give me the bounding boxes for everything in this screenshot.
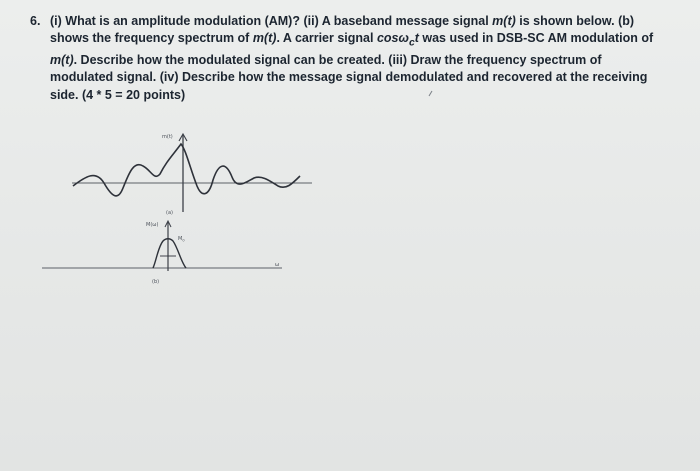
- question-math: cosω: [376, 31, 409, 46]
- spectrum-x-label: ω: [275, 262, 280, 268]
- question-segment: (i) What is an amplitude modulation (AM)? (ii) A baseband message signal: [50, 14, 493, 28]
- question-segment: is shown below. (b): [515, 14, 635, 28]
- time-domain-plot: [72, 134, 312, 216]
- question-math: t: [414, 31, 419, 46]
- time-caption: (a): [166, 210, 173, 216]
- pen-mark: [429, 91, 432, 96]
- question-segment: was used in DSB-SC AM modulation of: [418, 31, 654, 46]
- spectrum-plot: [42, 221, 282, 285]
- question-segment: . Describe how the modulated signal can be created. (iii) Draw the frequency spectrum of: [73, 53, 602, 68]
- spectrum-axis-label: M(ω): [146, 222, 159, 228]
- question-segment: shows the frequency spectrum of: [50, 31, 253, 46]
- spectrum-peak-label-main: M: [178, 236, 183, 242]
- question-segment: modulated signal. (iv) Describe how the message signal demodulated and recovered at the receiving: [50, 70, 648, 85]
- spectrum-peak-label-sub: 0: [182, 238, 185, 243]
- spectrum-curve: [153, 239, 186, 268]
- spectrum-caption: (b): [152, 279, 160, 285]
- question-math: m(t): [252, 31, 277, 46]
- question-math: c: [408, 37, 415, 49]
- message-signal-curve: [73, 144, 300, 196]
- question-math: m(t): [50, 53, 74, 68]
- question-segment: side. (4 * 5 = 20 points): [50, 87, 186, 102]
- time-axis-label: m(t): [162, 134, 173, 140]
- question-math: m(t): [492, 14, 516, 28]
- spectrum-peak-label: [178, 236, 185, 243]
- question-number: 6.: [30, 14, 41, 28]
- question-segment: . A carrier signal: [276, 31, 377, 46]
